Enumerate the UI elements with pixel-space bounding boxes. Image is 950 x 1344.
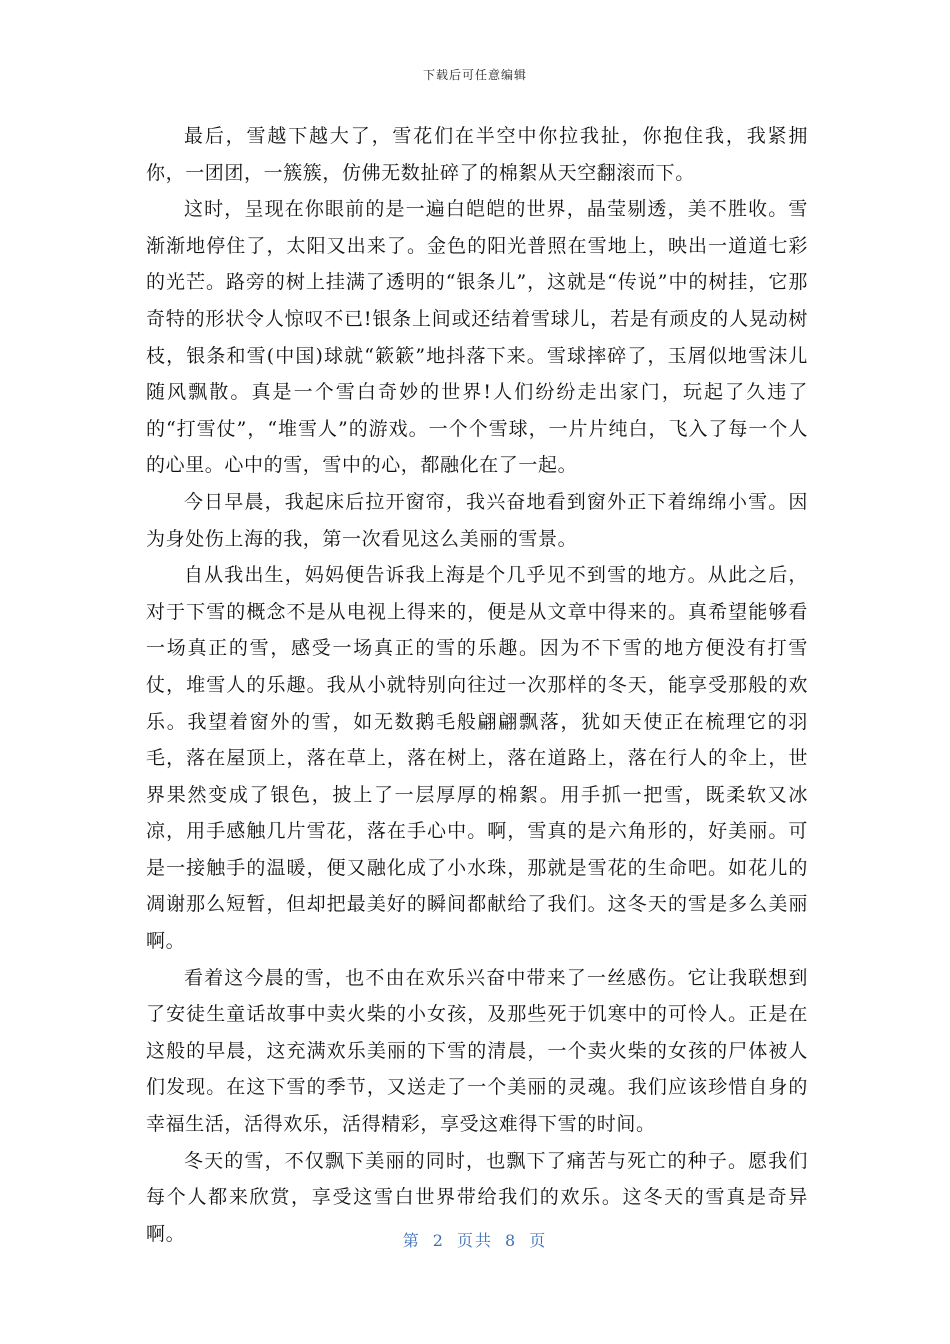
footer-prefix: 第 xyxy=(402,1231,421,1250)
paragraph-3: 今日早晨，我起床后拉开窗帘，我兴奋地看到窗外正下着绵绵小雪。因为身处伤上海的我，第一次看见这么美丽的雪景。 xyxy=(146,490,808,550)
page-header: 下载后可任意编辑 xyxy=(422,68,527,82)
paragraph-4: 自从我出生，妈妈便告诉我上海是个几乎见不到雪的地方。从此之后，对于下雪的概念不是从电视上得来的，便是从文章中得来的。真希望能够看一场真正的雪，感受一场真正的雪的乐趣。因为不下雪的地方便没有打雪仗，堆雪人的乐趣。我从小就特别向往过一次那样的冬天，能享受那般的欢乐。我望着窗外的雪，如无数鹅毛般翩翩飘落，犹如天使正在梳理它的羽毛，落在屋顶上，落在草上，落在树上，落在道路上，落在行人的伞上，世界果然变成了银色，披上了一层厚厚的棉絮。用手抓一把雪，既柔软又冰凉，用手感触几片雪花，落在手心中。啊，雪真的是六角形的，好美丽。可是一接触手的温暖，便又融化成了小水珠，那就是雪花的生命吧。如花儿的凋谢那么短暂，但却把最美好的瞬间都献给了我们。这冬天的雪是多么美丽啊。 xyxy=(146,564,808,953)
paragraph-6: 冬天的雪，不仅飘下美丽的同时，也飘下了痛苦与死亡的种子。愿我们每个人都来欣赏，享受这雪白世界带给我们的欢乐。这冬天的雪真是奇异啊。 xyxy=(146,1149,808,1245)
page-footer xyxy=(0,1228,950,1251)
footer-middle: 页共 xyxy=(456,1231,493,1250)
total-pages-number: 8 xyxy=(505,1231,518,1250)
current-page-number: 2 xyxy=(432,1231,445,1250)
footer-suffix: 页 xyxy=(529,1231,548,1250)
paragraph-5: 看着这今晨的雪，也不由在欢乐兴奋中带来了一丝感伤。它让我联想到了安徒生童话故事中卖火柴的小女孩，及那些死于饥寒中的可怜人。正是在这般的早晨，这充满欢乐美丽的下雪的清晨，一个卖火柴的女孩的尸体被人们发现。在这下雪的季节，又送走了一个美丽的灵魂。我们应该珍惜自身的幸福生活，活得欢乐，活得精彩，享受这难得下雪的时间。 xyxy=(146,966,808,1136)
paragraph-2: 这时，呈现在你眼前的是一遍白皑皑的世界，晶莹剔透，美不胜收。雪渐渐地停住了，太阳又出来了。金色的阳光普照在雪地上，映出一道道七彩的光芒。路旁的树上挂满了透明的“银条儿”，这就是“传说”中的树挂，它那奇特的形状令人惊叹不已!银条上间或还结着雪球儿，若是有顽皮的人晃动树枝，银条和雪(中国)球就“簌簌”地抖落下来。雪球摔碎了，玉屑似地雪沫儿随风飘散。真是一个雪白奇妙的世界!人们纷纷走出家门，玩起了久违了的“打雪仗”，“堆雪人”的游戏。一个个雪球，一片片纯白，飞入了每一个人的心里。心中的雪，雪中的心，都融化在了一起。 xyxy=(146,198,808,477)
document-body xyxy=(146,118,808,1252)
paragraph-1: 最后，雪越下越大了，雪花们在半空中你拉我扯，你抱住我，我紧拥你，一团团，一簇簇，仿佛无数扯碎了的棉絮从天空翻滚而下。 xyxy=(146,125,808,184)
